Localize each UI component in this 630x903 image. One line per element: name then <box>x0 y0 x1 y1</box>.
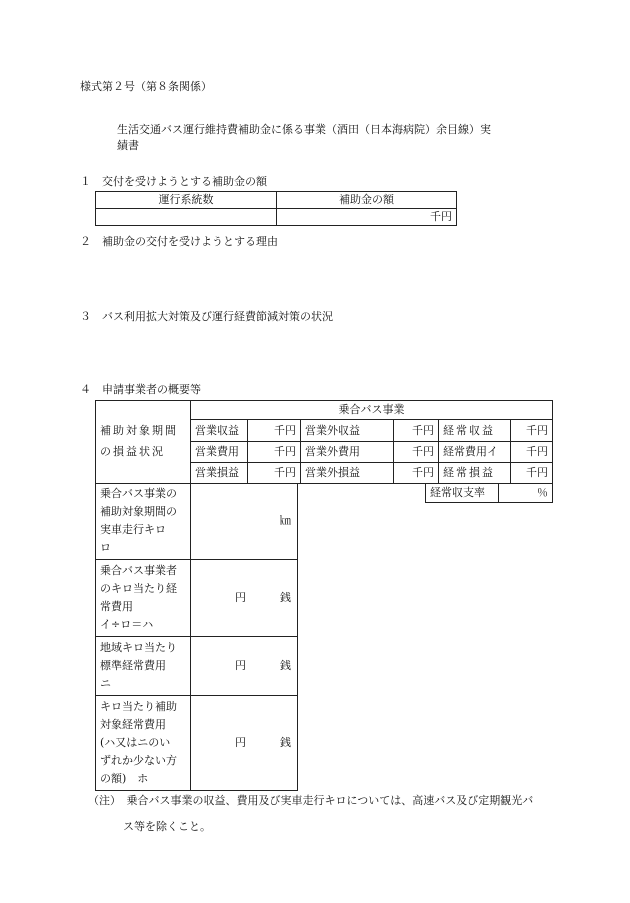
unit-cell: 千円 <box>248 463 301 484</box>
note-line2: ス等を除くこと。 <box>123 820 211 833</box>
unit-cell: 千円 <box>394 463 439 484</box>
unit-cell: 千円 <box>511 420 553 442</box>
section4-heading: ４ 申請事業者の概要等 <box>80 383 201 396</box>
section3-heading: ３ バス利用拡大対策及び運行経費節減対策の状況 <box>80 310 333 323</box>
document-title-line1: 生活交通バス運行維持費補助金に係る事業（酒田（日本海病院）余目線）実 <box>117 123 491 136</box>
unit-cell: 千円 <box>248 442 301 463</box>
item-label: 乗合バス事業の 補助対象期間の 実車走行キロ ロ <box>96 483 191 560</box>
item-value: 円 銭 <box>191 560 298 637</box>
unit-cell: 千円 <box>394 420 439 442</box>
system-count-header: 運行系統数 <box>96 192 277 209</box>
item-value: ㎞ <box>191 483 298 560</box>
subsidy-amount-cell: 千円 <box>277 209 457 226</box>
bus-business-header: 乗合バス事業 <box>191 401 553 420</box>
unit-cell: 千円 <box>511 442 553 463</box>
non-operating-revenue-label: 営業外収益 <box>301 420 394 442</box>
document-title-line2: 績書 <box>117 139 139 152</box>
note-line1: （注） 乗合バス事業の収益、費用及び実車走行キロについては、高速バス及び定期観光バ <box>88 794 534 807</box>
items-table <box>95 483 298 791</box>
item-label: 地域キロ当たり 標準経常費用 ニ <box>96 637 191 696</box>
unit-cell: 千円 <box>511 463 553 484</box>
unit-cell: 千円 <box>248 420 301 442</box>
non-operating-profit-label: 営業外損益 <box>301 463 394 484</box>
period-label-2: の損益状況 <box>96 442 191 463</box>
section1-heading: １ 交付を受けようとする補助金の額 <box>80 175 267 188</box>
non-operating-expense-label: 営業外費用 <box>301 442 394 463</box>
subsidy-amount-table <box>95 191 457 226</box>
ordinary-expense-label: 経常費用イ <box>439 442 511 463</box>
ratio-table <box>425 483 553 503</box>
operating-expense-label: 営業費用 <box>191 442 248 463</box>
item-label: キロ当たり補助 対象経常費用 (ハ又はニのい ずれか少ない方 の額) ホ <box>96 696 191 791</box>
section2-heading: ２ 補助金の交付を受けようとする理由 <box>80 235 278 248</box>
profit-loss-table <box>95 400 553 484</box>
period-label-1: 補助対象期間 <box>96 420 191 442</box>
item-label: 乗合バス事業者 のキロ当たり経 常費用 イ÷ロ＝ハ <box>96 560 191 637</box>
ratio-label: 経常収支率 <box>426 484 499 503</box>
item-value: 円 銭 <box>191 696 298 791</box>
form-label: 様式第２号（第８条関係） <box>80 80 212 93</box>
ordinary-revenue-label: 経常収益 <box>439 420 511 442</box>
ordinary-profit-label: 経常損益 <box>439 463 511 484</box>
operating-profit-label: 営業損益 <box>191 463 248 484</box>
subsidy-amount-header: 補助金の額 <box>277 192 457 209</box>
system-count-cell <box>96 209 277 226</box>
item-value: 円 銭 <box>191 637 298 696</box>
unit-cell: 千円 <box>394 442 439 463</box>
ratio-value: ％ <box>499 484 553 503</box>
operating-revenue-label: 営業収益 <box>191 420 248 442</box>
